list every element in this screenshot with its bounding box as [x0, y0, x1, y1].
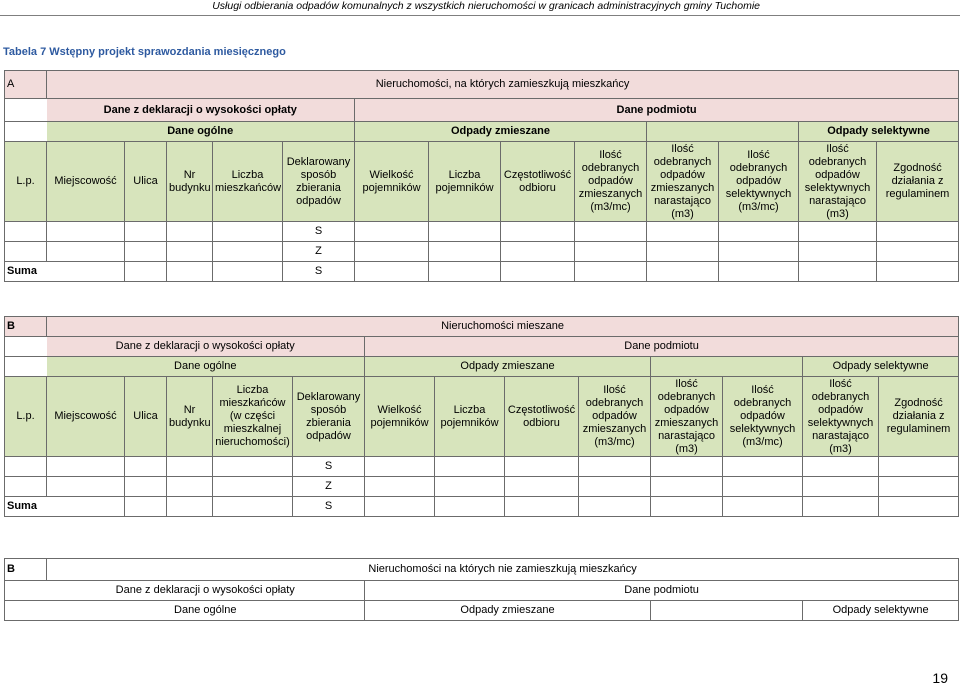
section-c-selective: Odpady selektywne [803, 601, 959, 621]
section-b-general: Dane ogólne [47, 357, 365, 377]
a-col-residents: Liczba mieszkańców [213, 142, 283, 222]
section-b-selective: Odpady selektywne [803, 357, 959, 377]
section-a-general: Dane ogólne [47, 122, 355, 142]
a-col-declared-method: Deklarowany sposób zbierania odpadów [283, 142, 355, 222]
a-row-s: S [283, 222, 355, 242]
b-col-lp: L.p. [5, 377, 47, 457]
b-col-selective-cumulative: Ilość odebranych odpadów selektywnych narastająco (m3) [803, 377, 879, 457]
section-c-general: Dane ogólne [47, 601, 365, 621]
a-col-compliance: Zgodność działania z regulaminem [877, 142, 959, 222]
b-sum-s: S [293, 497, 365, 517]
b-col-building: Nr budynku [167, 377, 213, 457]
table-caption: Tabela 7 Wstępny projekt sprawozdania miesięcznego [3, 46, 286, 58]
a-col-town: Miejscowość [47, 142, 125, 222]
running-header [0, 0, 960, 14]
b-sum-label: Suma [5, 497, 125, 517]
section-c-mixed: Odpady zmieszane [365, 601, 651, 621]
page-number: 19 [932, 670, 948, 686]
section-a-decl: Dane z deklaracji o wysokości opłaty [47, 99, 355, 122]
table-section-c [4, 558, 959, 621]
a-col-building: Nr budynku [167, 142, 213, 222]
section-b-label: B [5, 317, 47, 337]
a-col-selective-cumulative: Ilość odebranych odpadów selektywnych narastająco (m3) [799, 142, 877, 222]
section-b-mixed: Odpady zmieszane [365, 357, 651, 377]
section-c-entity: Dane podmiotu [365, 581, 959, 601]
b-row-s: S [293, 457, 365, 477]
b-col-street: Ulica [125, 377, 167, 457]
section-a-title: Nieruchomości, na których zamieszkują mieszkańcy [47, 71, 959, 99]
a-row-z: Z [283, 242, 355, 262]
b-col-town: Miejscowość [47, 377, 125, 457]
header-rule [0, 15, 960, 16]
a-col-frequency: Częstotliwość odbioru [501, 142, 575, 222]
section-b-title: Nieruchomości mieszane [47, 317, 959, 337]
a-col-mixed-month: Ilość odebranych odpadów zmieszanych (m3/mc) [575, 142, 647, 222]
a-col-mixed-cumulative: Ilość odebranych odpadów zmieszanych narastająco (m3) [647, 142, 719, 222]
a-col-container-size: Wielkość pojemników [355, 142, 429, 222]
b-col-residents: Liczba mieszkańców (w części mieszkalnej nieruchomości) [213, 377, 293, 457]
section-b-decl: Dane z deklaracji o wysokości opłaty [47, 337, 365, 357]
b-col-frequency: Częstotliwość odbioru [505, 377, 579, 457]
b-row-z: Z [293, 477, 365, 497]
b-col-container-size: Wielkość pojemników [365, 377, 435, 457]
b-col-declared-method: Deklarowany sposób zbierania odpadów [293, 377, 365, 457]
b-col-mixed-month: Ilość odebranych odpadów zmieszanych (m3/mc) [579, 377, 651, 457]
running-header-text: Usługi odbierania odpadów komunalnych z wszystkich nieruchomości w granicach administracyjnych gminy Tuchomie [212, 0, 760, 12]
table-section-b [4, 316, 959, 517]
section-b-entity: Dane podmiotu [365, 337, 959, 357]
a-col-lp: L.p. [5, 142, 47, 222]
a-col-container-count: Liczba pojemników [429, 142, 501, 222]
a-sum-s: S [283, 262, 355, 282]
a-col-selective-month: Ilość odebranych odpadów selektywnych (m3/mc) [719, 142, 799, 222]
a-sum-label: Suma [5, 262, 125, 282]
section-a-entity: Dane podmiotu [355, 99, 959, 122]
section-c-decl: Dane z deklaracji o wysokości opłaty [47, 581, 365, 601]
section-a-label: A [5, 71, 47, 99]
b-col-selective-month: Ilość odebranych odpadów selektywnych (m3/mc) [723, 377, 803, 457]
a-col-street: Ulica [125, 142, 167, 222]
section-c-label: B [5, 559, 47, 581]
section-c-title: Nieruchomości na których nie zamieszkują mieszkańcy [47, 559, 959, 581]
b-col-container-count: Liczba pojemników [435, 377, 505, 457]
section-a-selective: Odpady selektywne [799, 122, 959, 142]
b-col-compliance: Zgodność działania z regulaminem [879, 377, 959, 457]
section-a-mixed: Odpady zmieszane [355, 122, 647, 142]
table-section-a [4, 70, 959, 282]
b-col-mixed-cumulative: Ilość odebranych odpadów zmieszanych narastająco (m3) [651, 377, 723, 457]
